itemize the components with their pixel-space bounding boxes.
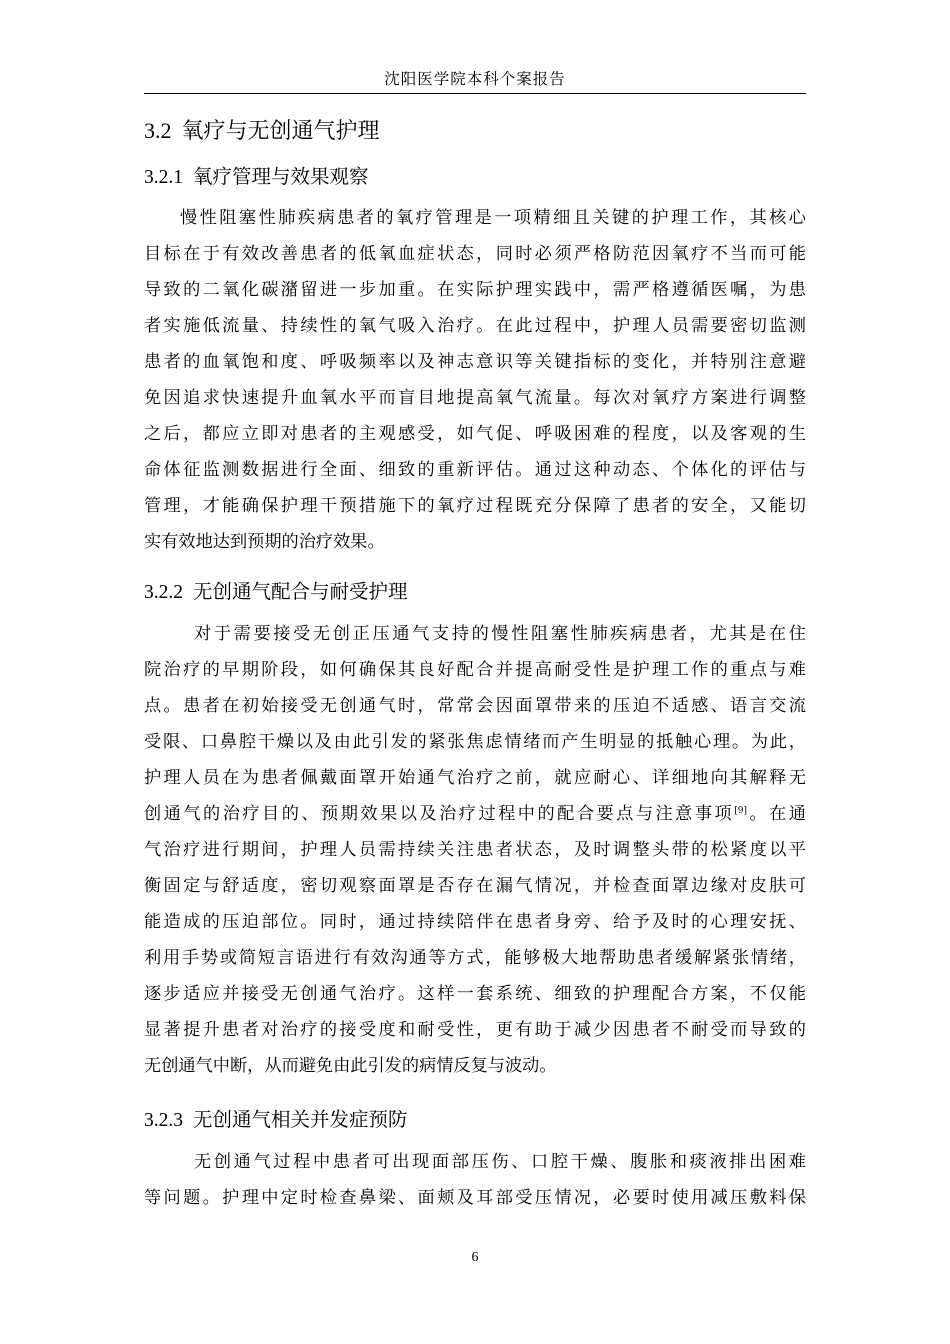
header-divider [144,93,806,94]
subsection-heading-3-2-2 [144,578,408,607]
subsection-heading-3-2-1 [144,163,369,192]
paragraph-line: 实有效地达到预期的治疗效果。 [144,532,385,552]
line-text: 。在通 [746,804,806,824]
subsection-number: 3.2.2 [144,582,183,603]
subsection-heading-3-2-3 [144,1106,408,1135]
section-number: 3.2 [144,118,172,143]
paragraph-line: 目标在于有效改善患者的低氧血症状态，同时必须严格防范因氧疗不当而可能 [144,244,806,264]
subsection-title: 无创通气相关并发症预防 [193,1108,408,1131]
paragraph-line: 导致的二氧化碳潴留进一步加重。在实际护理实践中，需严格遵循医嘱，为患 [144,280,806,300]
paragraph-line: 无创通气中断，从而避免由此引发的病情反复与波动。 [144,1056,557,1076]
section-title: 氧疗与无创通气护理 [181,119,380,144]
subsection-number: 3.2.3 [144,1110,183,1131]
paragraph-line: 气治疗进行期间，护理人员需持续关注患者状态，及时调整头带的松紧度以平 [144,840,806,860]
paragraph-line: 免因追求快速提升血氧水平而盲目地提高氧气流量。每次对氧疗方案进行调整 [144,388,806,408]
paragraph-line: 逐步适应并接受无创通气治疗。这样一套系统、细致的护理配合方案，不仅能 [144,984,806,1004]
paragraph-line [144,796,806,832]
paragraph-line: 者实施低流量、持续性的氧气吸入治疗。在此过程中，护理人员需要密切监测 [144,316,806,336]
paragraph-line: 慢性阻塞性肺疾病患者的氧疗管理是一项精细且关键的护理工作，其核心 [180,208,806,228]
subsection-title: 氧疗管理与效果观察 [193,165,369,188]
paragraph-line: 对于需要接受无创正压通气支持的慢性阻塞性肺疾病患者，尤其是在住 [194,624,806,644]
page-number: 6 [471,1250,479,1265]
paragraph-line: 管理，才能确保护理干预措施下的氧疗过程既充分保障了患者的安全，又能切 [144,496,806,516]
paragraph-line: 利用手势或简短言语进行有效沟通等方式，能够极大地帮助患者缓解紧张情绪， [144,948,806,968]
line-text: 创通气的治疗目的、预期效果以及治疗过程中的配合要点与注意事项 [144,804,735,824]
paragraph-line: 命体征监测数据进行全面、细致的重新评估。通过这种动态、个体化的评估与 [144,460,806,480]
section-heading [144,116,380,147]
paragraph-noninvasive-ventilation [144,616,806,1084]
paragraph-complication-prevention [144,1144,806,1216]
paragraph-line: 等问题。护理中定时检查鼻梁、面颊及耳部受压情况，必要时使用减压敷料保 [144,1188,806,1208]
paragraph-line: 点。患者在初始接受无创通气时，常常会因面罩带来的压迫不适感、语言交流 [144,696,806,716]
paragraph-line: 能造成的压迫部位。同时，通过持续陪伴在患者身旁、给予及时的心理安抚、 [144,912,806,932]
paragraph-line: 衡固定与舒适度，密切观察面罩是否存在漏气情况，并检查面罩边缘对皮肤可 [144,876,806,896]
paragraph-line: 之后，都应立即对患者的主观感受，如气促、呼吸困难的程度，以及客观的生 [144,424,806,444]
paragraph-line: 显著提升患者对治疗的接受度和耐受性，更有助于减少因患者不耐受而导致的 [144,1020,806,1040]
paragraph-line: 院治疗的早期阶段，如何确保其良好配合并提高耐受性是护理工作的重点与难 [144,660,806,680]
paragraph-oxygen-therapy [144,200,806,560]
subsection-title: 无创通气配合与耐受护理 [193,580,408,603]
citation-marker: [9] [734,806,747,816]
running-header: 沈阳医学院本科个案报告 [384,70,566,88]
paragraph-line: 无创通气过程中患者可出现面部压伤、口腔干燥、腹胀和痰液排出困难 [194,1152,806,1172]
subsection-number: 3.2.1 [144,167,183,188]
paragraph-line: 患者的血氧饱和度、呼吸频率以及神志意识等关键指标的变化，并特别注意避 [144,352,806,372]
paragraph-line: 护理人员在为患者佩戴面罩开始通气治疗之前，就应耐心、详细地向其解释无 [144,768,806,788]
paragraph-line: 受限、口鼻腔干燥以及由此引发的紧张焦虑情绪而产生明显的抵触心理。为此， [144,732,806,752]
